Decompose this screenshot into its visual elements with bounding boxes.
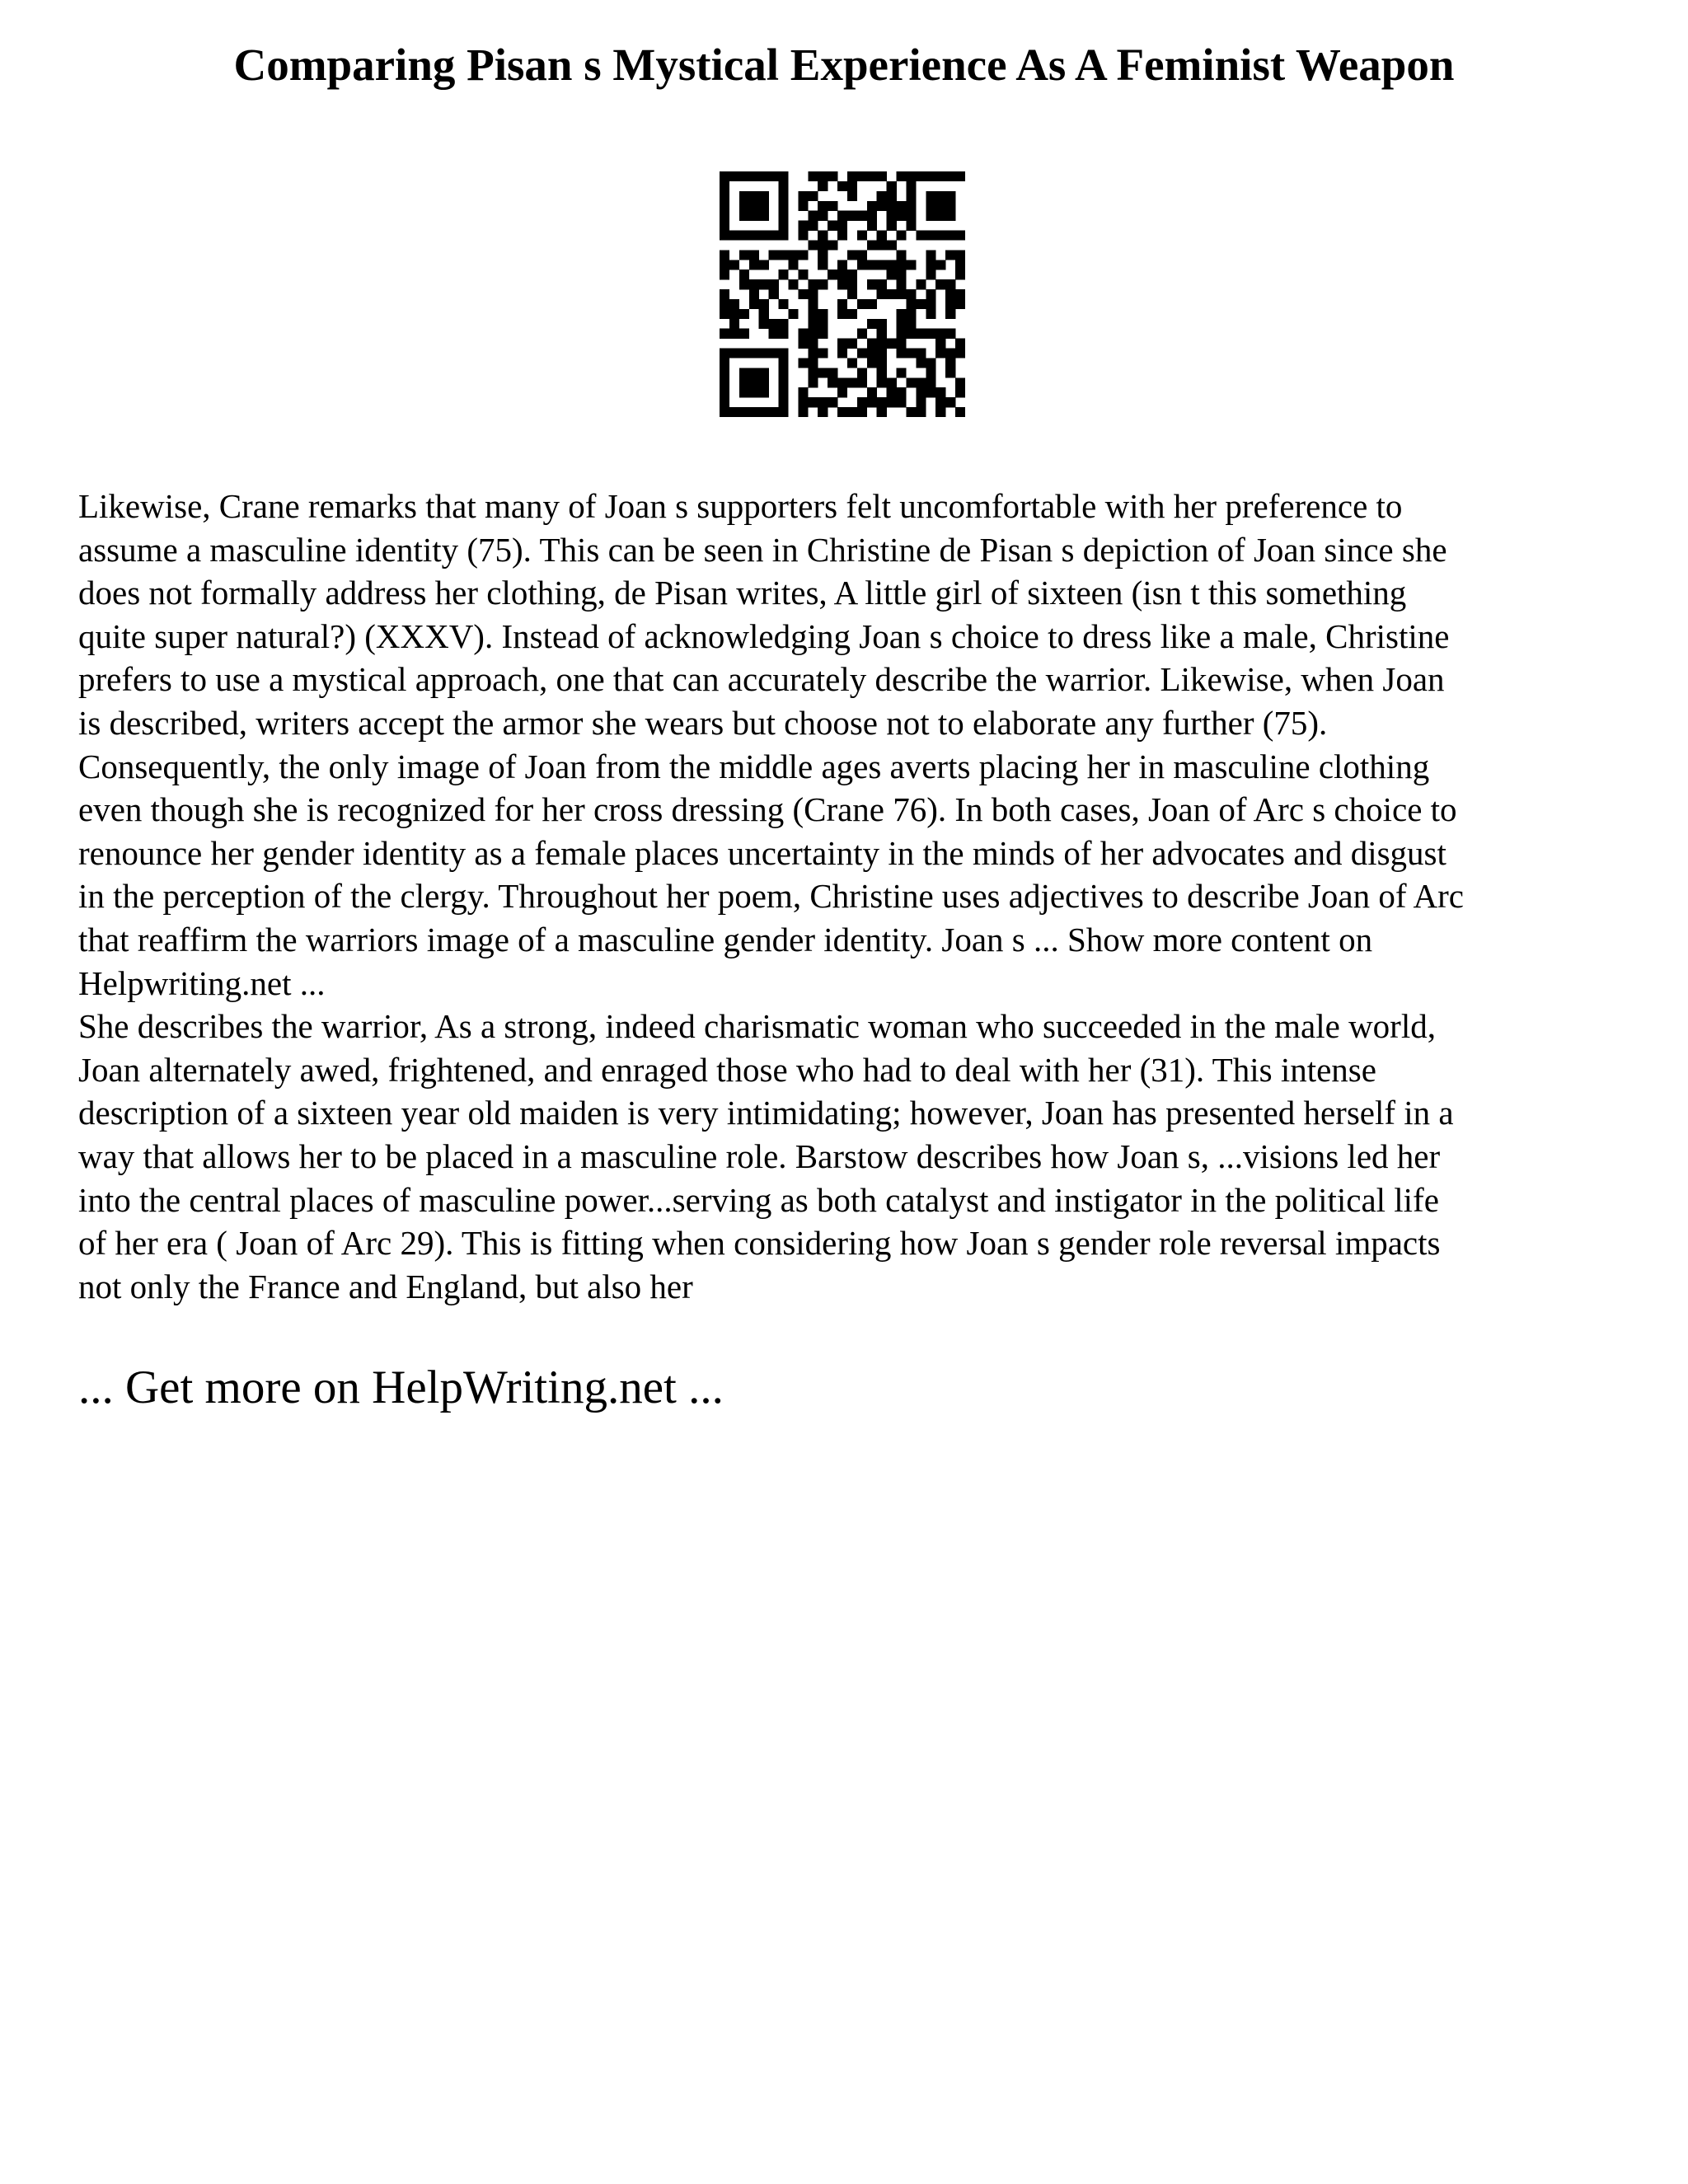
text-line: prefers to use a mystical approach, one that can accurately describe the warrior. Likewise, when Joan bbox=[78, 660, 1445, 699]
qr-code bbox=[720, 171, 965, 417]
show-more-line[interactable]: that reaffirm the warriors image of a masculine gender identity. Joan s ... Show more content on bbox=[78, 920, 1373, 958]
text-line: into the central places of masculine power...serving as both catalyst and instigator in the political life bbox=[78, 1180, 1439, 1219]
page-title: Comparing Pisan s Mystical Experience As A Feminist Weapon bbox=[233, 40, 1455, 90]
paragraph-2 bbox=[78, 1005, 1644, 1308]
text-line: does not formally address her clothing, de Pisan writes, A little girl of sixteen (isn t this something bbox=[78, 574, 1407, 612]
show-more-link[interactable]: Helpwriting.net ... bbox=[78, 963, 326, 1002]
text-line: renounce her gender identity as a female places uncertainty in the minds of her advocates and disgust bbox=[78, 833, 1447, 872]
text-line: is described, writers accept the armor she wears but choose not to elaborate any further (75). bbox=[78, 703, 1328, 742]
text-line: not only the France and England, but also her bbox=[78, 1267, 693, 1305]
text-line: assume a masculine identity (75). This can be seen in Christine de Pisan s depiction of Joan since she bbox=[78, 530, 1447, 569]
text-line: quite super natural?) (XXXV). Instead of acknowledging Joan s choice to dress like a male, Christine bbox=[78, 616, 1450, 655]
text-line: way that allows her to be placed in a masculine role. Barstow describes how Joan s, ...visions led her bbox=[78, 1137, 1441, 1175]
text-line: Joan alternately awed, frightened, and enraged those who had to deal with her (31). This intense bbox=[78, 1050, 1376, 1089]
text-line: Likewise, Crane remarks that many of Joan s supporters felt uncomfortable with her preference to bbox=[78, 487, 1403, 525]
qr-code-icon bbox=[720, 171, 965, 417]
text-line: even though she is recognized for her cross dressing (Crane 76). In both cases, Joan of Arc s choice to bbox=[78, 790, 1457, 829]
text-line: She describes the warrior, As a strong, indeed charismatic woman who succeeded in the male world, bbox=[78, 1007, 1436, 1046]
text-line: of her era ( Joan of Arc 29). This is fitting when considering how Joan s gender role reversal impacts bbox=[78, 1224, 1441, 1263]
text-line: Consequently, the only image of Joan from the middle ages averts placing her in masculine clothing bbox=[78, 747, 1430, 785]
text-line: in the perception of the clergy. Throughout her poem, Christine uses adjectives to describe Joan of Arc bbox=[78, 877, 1464, 916]
get-more-link[interactable]: ... Get more on HelpWriting.net ... bbox=[78, 1361, 724, 1413]
text-line: description of a sixteen year old maiden is very intimidating; however, Joan has presented herself in a bbox=[78, 1094, 1454, 1132]
article-body bbox=[78, 485, 1644, 1308]
paragraph-1 bbox=[78, 485, 1644, 1005]
